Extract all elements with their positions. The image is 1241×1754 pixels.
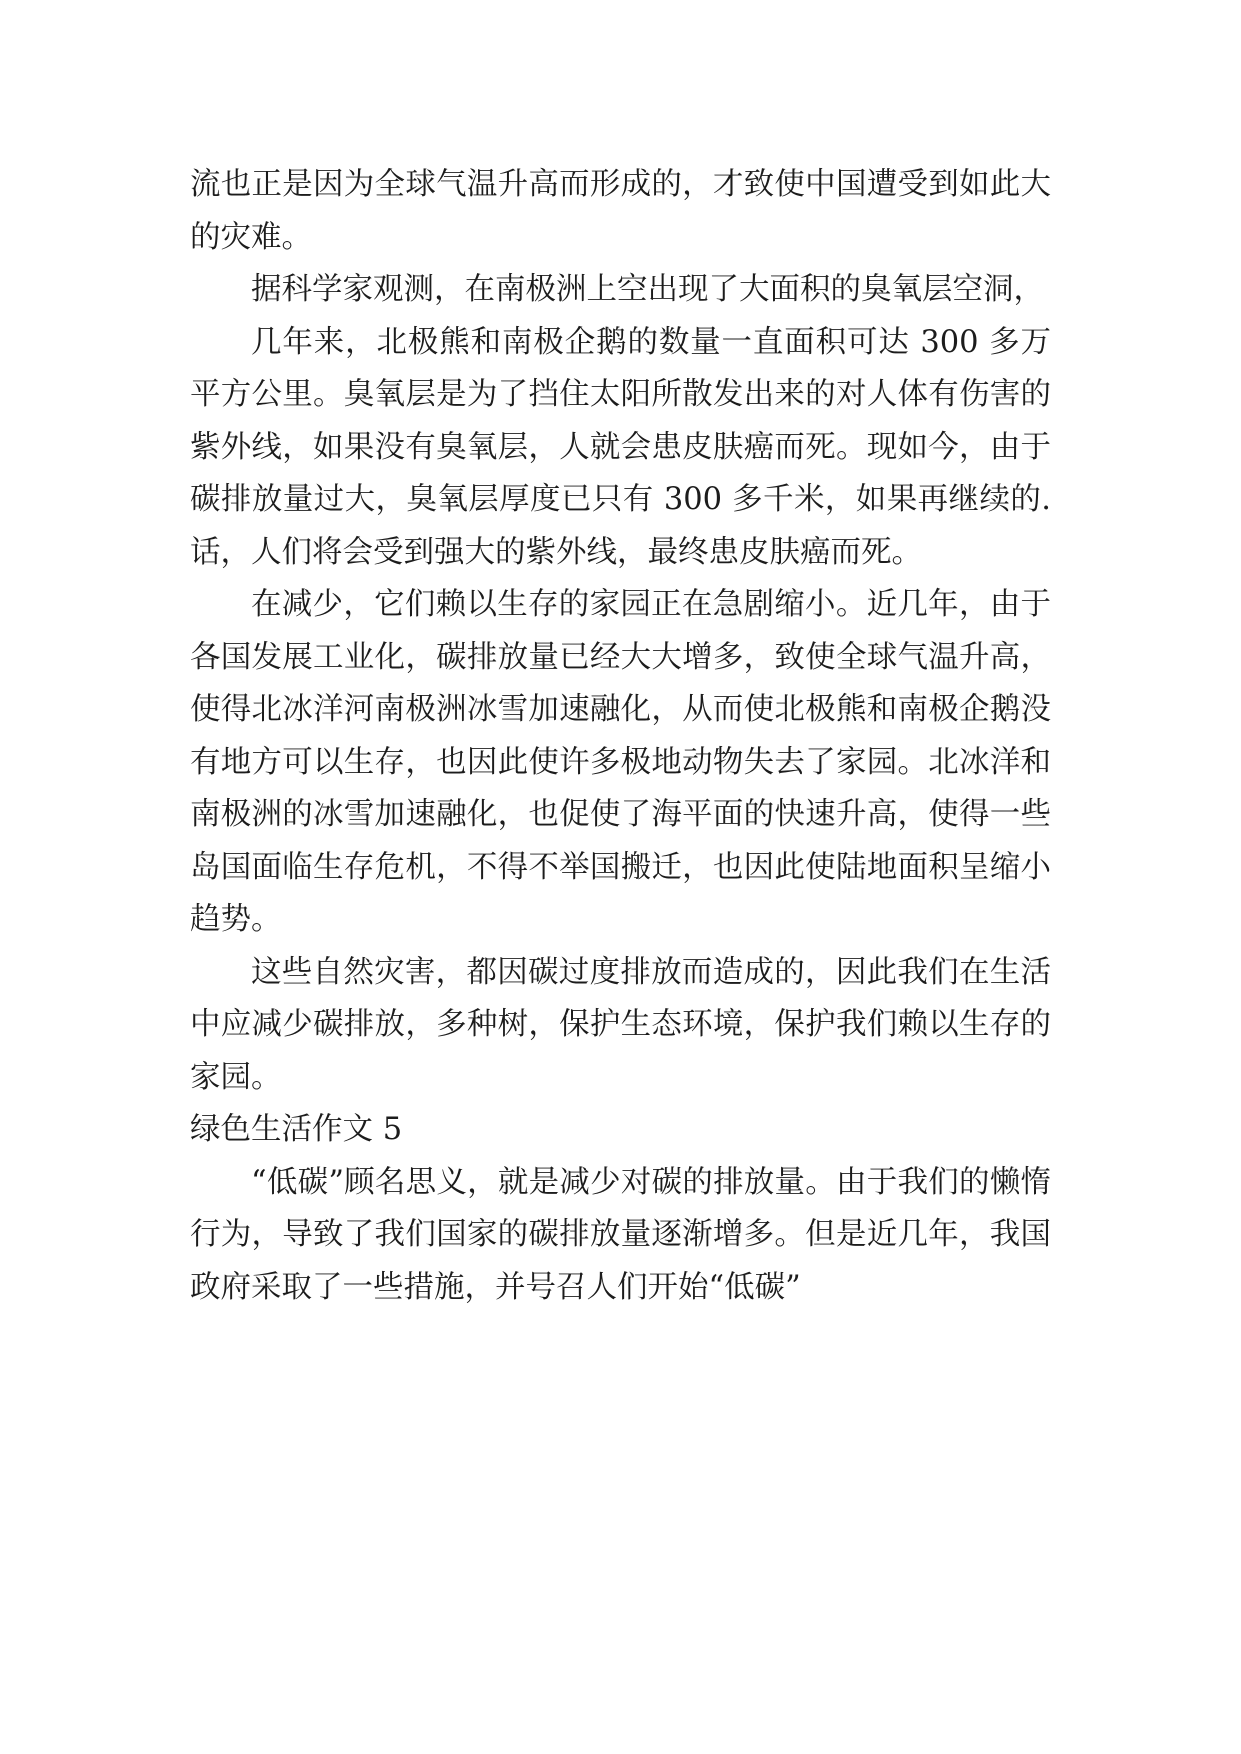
paragraph-low-carbon: “低碳”顾名思义，就是减少对碳的排放量。由于我们的懒惰行为，导致了我们国家的碳排放量逐渐增多。但是近几年，我国政府采取了一些措施，并号召人们开始“低碳”: [190, 1164, 1051, 1305]
paragraph-ozone-layer: 几年来，北极熊和南极企鹅的数量一直面积可达 300 多万平方公里。臭氧层是为了挡住太阳所散发出来的对人体有伤害的紫外线，如果没有臭氧层，人就会患皮肤癌而死。现如今，由于碳排放量过大，臭氧层厚度已只有 300 多千米，如果再继续的.话，人们将会受到强大的紫外线，最终患皮肤癌而死。: [190, 324, 1051, 570]
document-body: [190, 159, 1051, 1314]
paragraph-continuation: 流也正是因为全球气温升高而形成的，才致使中国遭受到如此大的灾难。: [190, 167, 1051, 255]
paragraph-conclusion: 这些自然灾害，都因碳过度排放而造成的，因此我们在生活中应减少碳排放，多种树，保护生态环境，保护我们赖以生存的家园。: [190, 954, 1051, 1095]
paragraph-ozone-hole: 据科学家观测，在南极洲上空出现了大面积的臭氧层空洞，: [251, 272, 1044, 307]
section-heading: 绿色生活作文 5: [190, 1112, 403, 1147]
paragraph-polar-animals: 在减少，它们赖以生存的家园正在急剧缩小。近几年，由于各国发展工业化，碳排放量已经大大增多，致使全球气温升高，使得北冰洋河南极洲冰雪加速融化，从而使北极熊和南极企鹅没有地方可以生存，也因此使许多极地动物失去了家园。北冰洋和南极洲的冰雪加速融化，也促使了海平面的快速升高，使得一些岛国面临生存危机，不得不举国搬迁，也因此使陆地面积呈缩小趋势。: [190, 587, 1051, 937]
